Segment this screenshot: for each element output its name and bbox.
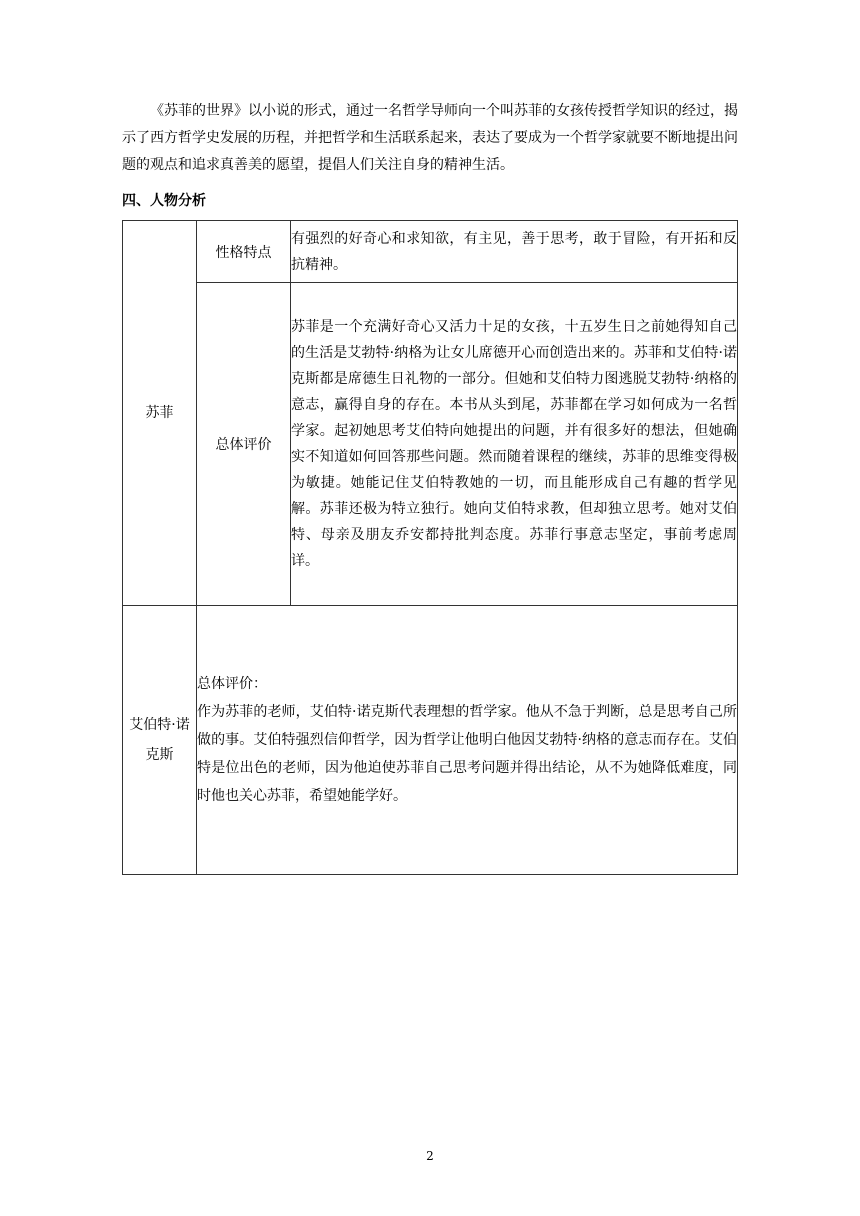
table-row-albert [123,606,738,875]
traits-text-cell [291,221,738,283]
albert-evaluation-text: 作为苏菲的老师，艾伯特·诺克斯代表理想的哲学家。他从不急于判断，总是思考自己所做的事。艾伯特强烈信仰哲学，因为哲学让他明白他因艾勃特·纳格的意志而存在。艾伯特是位出色的老师，因为他迫使苏菲自己思考问题并得出结论，从不为她降低难度，同时他也关心苏菲，希望她能学好。 [197,704,737,804]
albert-evaluation-heading: 总体评价： [197,676,267,692]
sophie-name-cell [123,221,197,606]
evaluation-text-cell [291,283,738,606]
intro-paragraph: 《苏菲的世界》以小说的形式，通过一名哲学导师向一个叫苏菲的女孩传授哲学知识的经过，揭示了西方哲学史发展的历程，并把哲学和生活联系起来，表达了要成为一个哲学家就要不断地提出问题的观点和追求真善美的愿望，提倡人们关注自身的精神生活。 [122,103,738,173]
albert-name: 艾伯特·诺克斯 [129,717,190,763]
evaluation-label-cell [197,283,291,606]
sophie-evaluation-text: 苏菲是一个充满好奇心又活力十足的女孩，十五岁生日之前她得知自己的生活是艾勃特·纳格为让女儿席德开心而创造出来的。苏菲和艾伯特·诺克斯都是席德生日礼物的一部分。但她和艾伯特力图逃脱艾勃特·纳格的意志，赢得自身的存在。本书从头到尾，苏菲都在学习如何成为一名哲学家。起初她思考艾伯特向她提出的问题，并有很多好的想法，但她确实不知道如何回答那些问题。然而随着课程的继续，苏菲的思维变得极为敏捷。她能记住艾伯特教她的一切，而且能形成自己有趣的哲学见解。苏菲还极为特立独行。她向艾伯特求教，但却独立思考。她对艾伯特、母亲及朋友乔安都持批判态度。苏菲行事意志坚定，事前考虑周详。 [291,319,737,569]
page-number: 2 [426,1149,434,1163]
section-heading: 四、人物分析 [122,193,206,209]
table-row-sophie-traits [123,221,738,283]
traits-label: 性格特点 [215,244,272,261]
evaluation-label: 总体评价 [215,437,272,453]
traits-label-cell [197,221,291,283]
sophie-name: 苏菲 [145,405,174,421]
albert-name-cell [123,606,197,875]
albert-evaluation-cell [197,606,738,875]
traits-text: 有强烈的好奇心和求知欲，有主见，善于思考，敢于冒险，有开拓和反抗精神。 [291,230,737,273]
table-row-sophie-evaluation [123,283,738,606]
character-analysis-table [122,220,738,875]
